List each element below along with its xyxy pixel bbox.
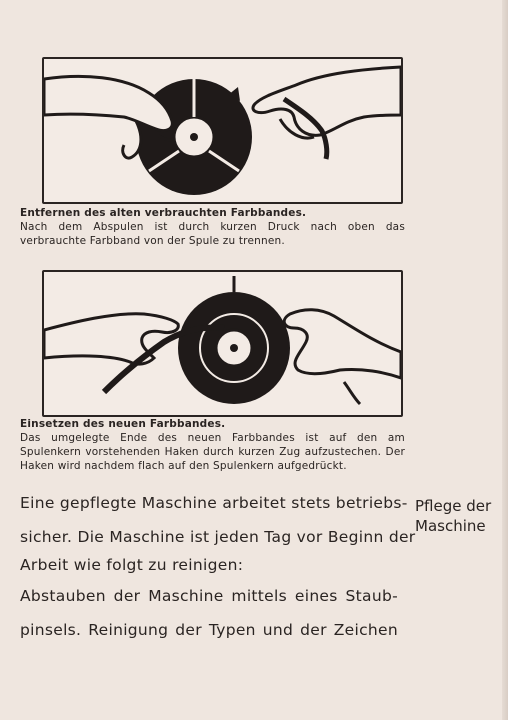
- caption-body: Das umgelegte Ende des neuen Farbbandes ist auf den am Spulenkern vorstehenden Haken durch kurzen Zug aufzustechen. Der Haken wird nachdem flach auf den Spulenkern aufgedrückt.: [20, 432, 405, 472]
- caption-body: Nach dem Abspulen ist durch kurzen Druck nach oben das verbrauchte Farbband von der Spule zu trennen.: [20, 221, 405, 247]
- caption-remove-ribbon: [20, 206, 405, 248]
- margin-heading: [415, 496, 500, 536]
- caption-insert-ribbon: [20, 417, 405, 473]
- body-line: sicher. Die Maschine ist jeden Tag vor Beginn der: [20, 528, 416, 546]
- margin-heading-line: Maschine: [415, 517, 486, 535]
- body-line: Eine gepflegte Maschine arbeitet stets betriebs-: [20, 494, 408, 512]
- body-line: Abstauben der Maschine mittels eines Staub-: [20, 587, 398, 605]
- body-line: pinsels. Reinigung der Typen und der Zeichen: [20, 621, 398, 639]
- page-edge: [502, 0, 508, 720]
- body-line: Arbeit wie folgt zu reinigen:: [20, 556, 244, 574]
- caption-title: Einsetzen des neuen Farbbandes.: [20, 418, 226, 430]
- margin-heading-line: Pflege der: [415, 497, 492, 515]
- insert-ribbon-drawing: [44, 272, 401, 415]
- illustration-insert-ribbon: [42, 270, 403, 417]
- illustration-remove-ribbon: [42, 57, 403, 204]
- remove-ribbon-drawing: [44, 59, 401, 202]
- caption-title: Entfernen des alten verbrauchten Farbbandes.: [20, 207, 307, 219]
